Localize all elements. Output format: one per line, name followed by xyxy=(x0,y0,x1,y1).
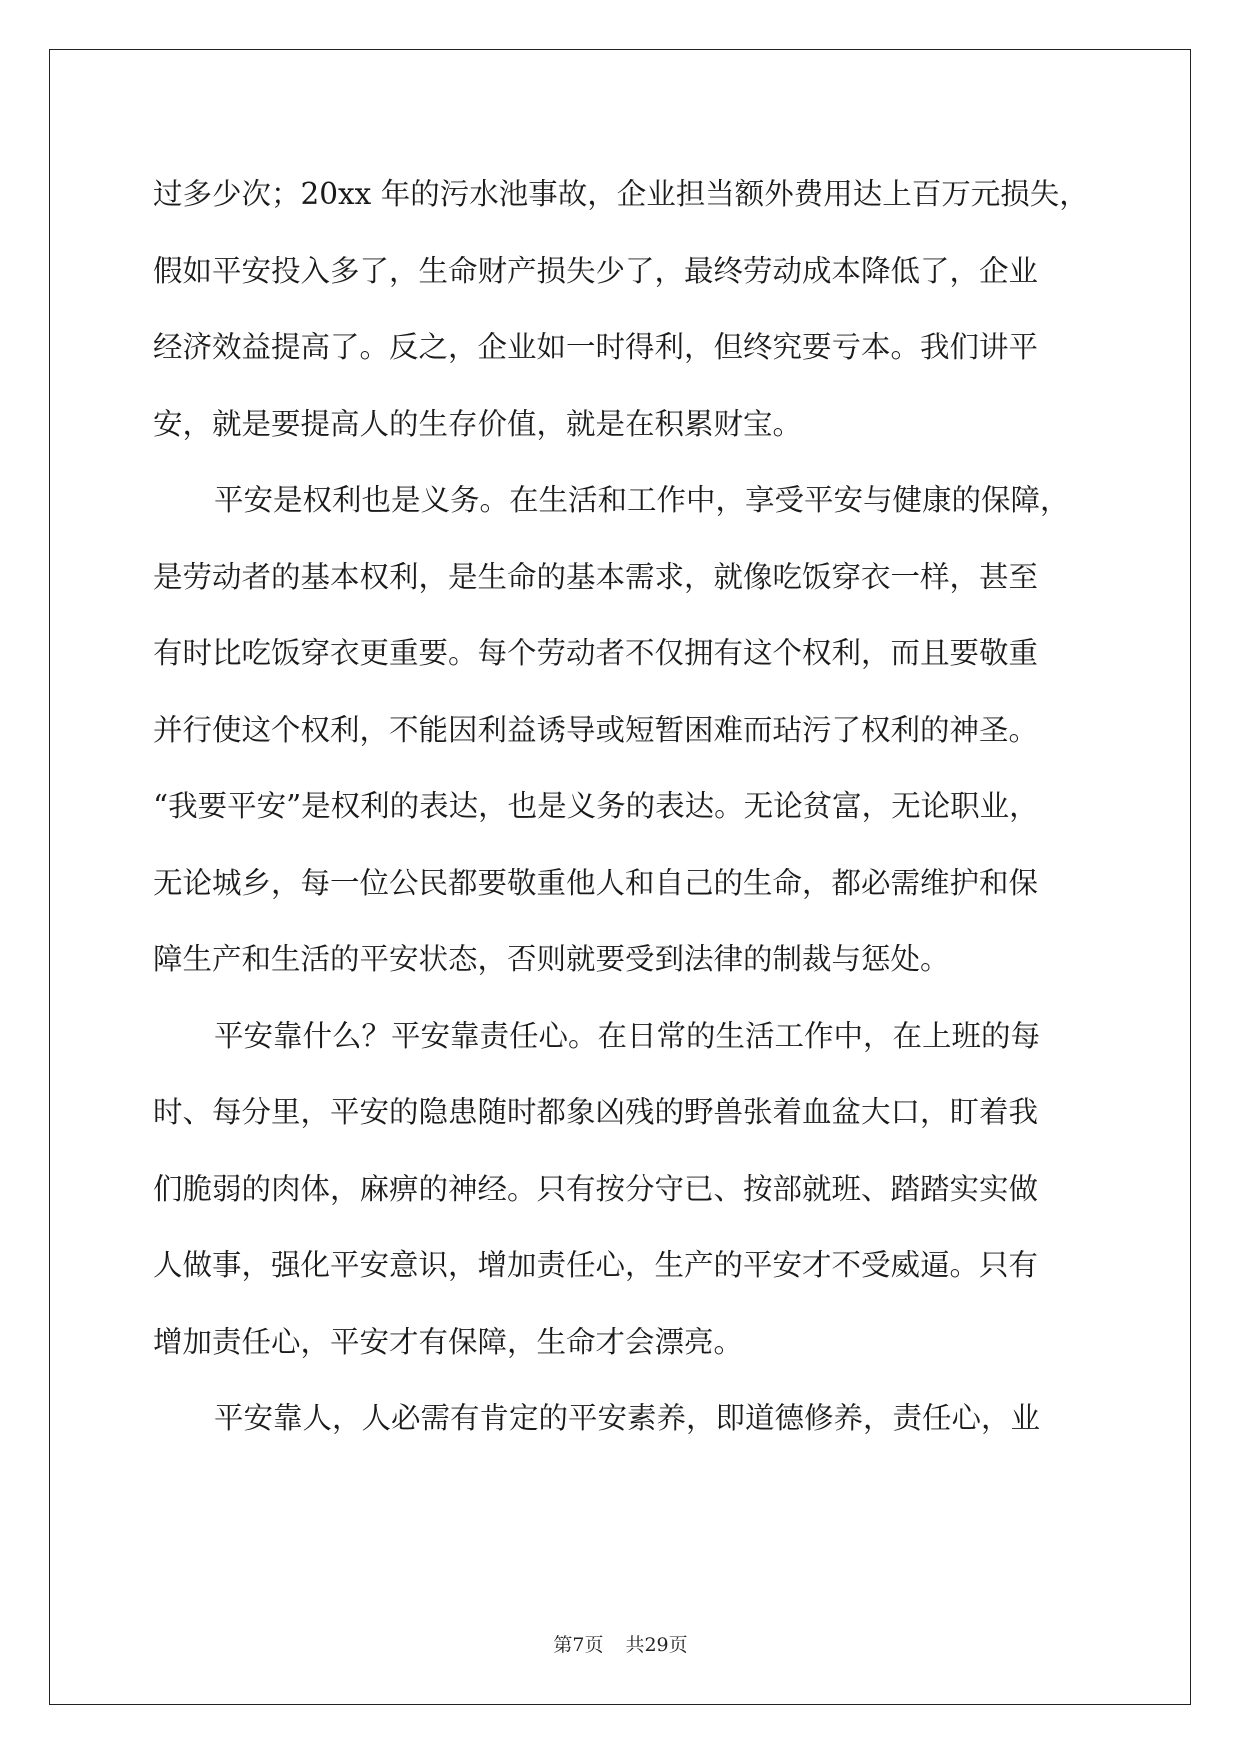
text-line: “我要平安”是权利的表达，也是义务的表达。无论贫富，无论职业， xyxy=(153,789,1039,823)
text-line: 平安是权利也是义务。在生活和工作中，享受平安与健康的保障， xyxy=(214,483,1070,517)
text-line: 过多少次；20xx 年的污水池事故，企业担当额外费用达上百万元损失， xyxy=(153,177,1089,211)
page-total: 共29页 xyxy=(625,1634,688,1656)
paragraph-2 xyxy=(153,477,1093,1013)
text-line: 安，就是要提高人的生存价值，就是在积累财宝。 xyxy=(153,406,803,441)
paragraph-3 xyxy=(153,1013,1093,1396)
paragraph-1 xyxy=(153,171,1093,477)
text-line: 时、每分里，平安的隐患随时都象凶残的野兽张着血盆大口，盯着我 xyxy=(153,1095,1039,1129)
text-line: 是劳动者的基本权利，是生命的基本需求，就像吃饭穿衣一样，甚至 xyxy=(153,559,1039,594)
page-number: 第7页 xyxy=(553,1634,604,1656)
text-line: 有时比吃饭穿衣更重要。每个劳动者不仅拥有这个权利，而且要敬重 xyxy=(153,636,1039,670)
text-line: 无论城乡，每一位公民都要敬重他人和自己的生命，都必需维护和保 xyxy=(153,865,1039,900)
text-line: 经济效益提高了。反之，企业如一时得利，但终究要亏本。我们讲平 xyxy=(153,330,1039,364)
text-line: 人做事，强化平安意识，增加责任心，生产的平安才不受威逼。只有 xyxy=(153,1248,1039,1282)
text-line: 平安靠什么？平安靠责任心。在日常的生活工作中，在上班的每 xyxy=(214,1018,1041,1053)
text-line: 假如平安投入多了，生命财产损失少了，最终劳动成本降低了，企业 xyxy=(153,253,1039,288)
text-line: 并行使这个权利，不能因利益诱导或短暂困难而玷污了权利的神圣。 xyxy=(153,712,1039,747)
paragraph-4 xyxy=(153,1395,1093,1472)
text-line: 增加责任心，平安才有保障，生命才会漂亮。 xyxy=(153,1324,744,1359)
text-line: 们脆弱的肉体，麻痹的神经。只有按分守已、按部就班、踏踏实实做 xyxy=(153,1171,1039,1206)
page-footer xyxy=(0,1630,1241,1657)
document-body xyxy=(153,171,1093,1472)
text-line: 障生产和生活的平安状态，否则就要受到法律的制裁与惩处。 xyxy=(153,942,950,976)
text-line: 平安靠人，人必需有肯定的平安素养，即道德修养，责任心，业 xyxy=(214,1401,1041,1435)
